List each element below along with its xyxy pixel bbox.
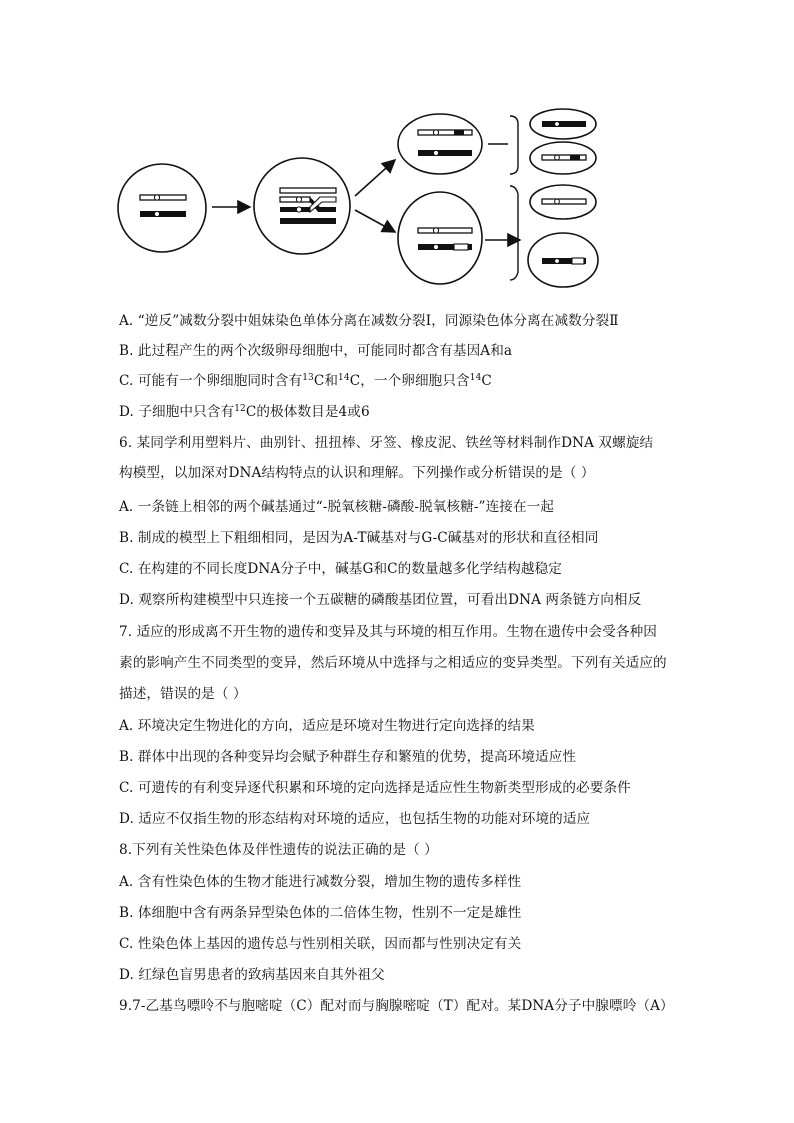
q5-c-text-1: C. 可能有一个卵细胞同时含有 — [119, 373, 303, 389]
q8-option-d: D. 红绿色盲男患者的致病基因来自其外祖父 — [119, 967, 385, 983]
q6-option-c: C. 在构建的不同长度DNA分子中，碱基G和C的数量越多化学结构越稳定 — [119, 561, 562, 577]
q9-stem-1: 9.7-乙基鸟嘌呤不与胞嘧啶（C）配对而与胸腺嘧啶（T）配对。某DNA分子中腺嘌呤（A） — [119, 998, 674, 1014]
q5-d-sup: 12 — [234, 404, 246, 414]
q7-option-b: B. 群体中出现的各种变异均会赋予种群生存和繁殖的优势，提高环境适应性 — [119, 749, 577, 765]
bracket-top — [488, 116, 518, 174]
q5-c-sup-2: 14 — [338, 373, 350, 383]
tetrad-cell — [254, 158, 350, 254]
arrow-2-down — [355, 210, 395, 232]
arrow-2-up — [355, 160, 395, 196]
q7-option-d: D. 适应不仅指生物的形态结构对环境的适应，也包括生物的功能对环境的适应 — [119, 811, 591, 827]
q5-c-sup-1: 13 — [302, 373, 314, 383]
parent-cell — [118, 164, 206, 252]
q5-c-text-3: C，一个卵细胞只含 — [349, 373, 470, 389]
bracket-bottom — [510, 186, 518, 280]
q8-stem: 8.下列有关性染色体及伴性遗传的说法正确的是（ ） — [119, 842, 438, 858]
q5-d-text-2: C的极体数目是4或6 — [245, 404, 370, 420]
q6-option-b: B. 制成的模型上下粗细相同，是因为A-T碱基对与G-C碱基对的形状和直径相同 — [119, 530, 599, 546]
q6-option-d: D. 观察所构建模型中只连接一个五碳糖的磷酸基团位置，可看出DNA 两条链方向相反 — [119, 592, 642, 608]
q8-option-a: A. 含有性染色体的生物才能进行减数分裂，增加生物的遗传多样性 — [119, 874, 522, 890]
q5-c-text-2: C和 — [313, 373, 339, 389]
q5-option-a: A. “逆反”减数分裂中姐妹染色单体分离在减数分裂Ⅰ，同源染色体分离在减数分裂Ⅱ — [119, 313, 619, 329]
q7-option-a: A. 环境决定生物进化的方向，适应是环境对生物进行定向选择的结果 — [119, 718, 535, 734]
q5-c-sup-3: 14 — [469, 373, 482, 383]
q6-stem-2: 构模型，以加深对DNA结构特点的认识和理解。下列操作或分析错误的是（ ） — [119, 465, 595, 481]
q5-d-text-1: D. 子细胞中只含有 — [119, 404, 235, 420]
q7-option-c: C. 可遗传的有利变异逐代积累和环境的定向选择是适应性生物新类型形成的必要条件 — [119, 780, 631, 796]
q8-option-b: B. 体细胞中含有两条异型染色体的二倍体生物，性别不一定是雄性 — [119, 905, 522, 921]
q5-option-c — [119, 371, 492, 391]
q5-option-b: B. 此过程产生的两个次级卵母细胞中，可能同时都含有基因A和a — [119, 343, 513, 359]
q6-option-a: A. 一条链上相邻的两个碱基通过“-脱氧核糖-磷酸-脱氧核糖-”连接在一起 — [119, 499, 555, 515]
q7-stem-3: 描述，错误的是（ ） — [119, 686, 247, 702]
q8-option-c: C. 性染色体上基因的遗传总与性别相关联，因而都与性别决定有关 — [119, 936, 522, 952]
meiosis-diagram — [110, 108, 610, 288]
q5-c-text-4: C — [481, 373, 492, 389]
secondary-cell-bottom — [398, 192, 482, 284]
q5-option-d — [119, 402, 370, 422]
secondary-cell-top — [398, 114, 482, 174]
q7-stem-2: 素的影响产生不同类型的变异，然后环境从中选择与之相适应的变异类型。下列有关适应的 — [119, 655, 667, 671]
q6-stem-1: 6. 某同学利用塑料片、曲别针、扭扭棒、牙签、橡皮泥、铁丝等材料制作DNA 双螺旋结 — [119, 435, 654, 451]
q7-stem-1: 7. 适应的形成离不开生物的遗传和变异及其与环境的相互作用。生物在遗传中会受各种因 — [119, 624, 657, 640]
